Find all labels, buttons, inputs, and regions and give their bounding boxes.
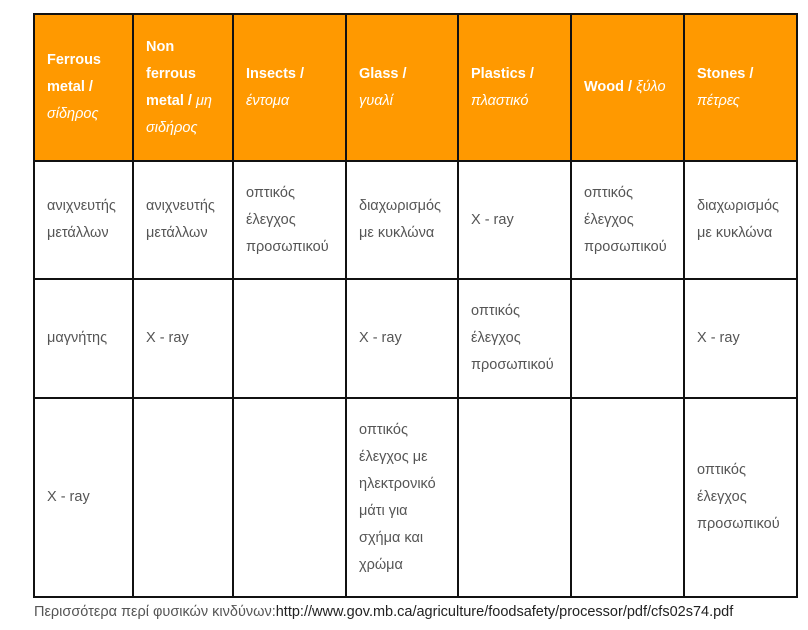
- table-cell: X - ray: [346, 279, 458, 398]
- table-cell: ανιχνευτής μετάλλων: [133, 161, 233, 279]
- hazard-detection-table: [33, 13, 798, 598]
- table-cell: οπτικός έλεγχος με ηλεκτρονικό μάτι για σχήμα και χρώμα: [346, 398, 458, 597]
- footer-note: [34, 604, 733, 620]
- table-cell: οπτικός έλεγχος προσωπικού: [233, 161, 346, 279]
- table-cell: μαγνήτης: [34, 279, 133, 398]
- table-cell: διαχωρισμός με κυκλώνα: [346, 161, 458, 279]
- table-cell: X - ray: [458, 161, 571, 279]
- table-cell: [233, 279, 346, 398]
- table-cell: διαχωρισμός με κυκλώνα: [684, 161, 797, 279]
- table-cell: [458, 398, 571, 597]
- table-row: [34, 398, 797, 597]
- table-cell: [571, 279, 684, 398]
- header-ferrous-metal: Ferrous metal / σίδηρος: [34, 14, 133, 161]
- table-cell: [571, 398, 684, 597]
- header-wood: Wood / ξύλο: [571, 14, 684, 161]
- header-plastics: Plastics / πλαστικό: [458, 14, 571, 161]
- header-non-ferrous-metal: Non ferrous metal / μη σιδήρος: [133, 14, 233, 161]
- table-cell: οπτικός έλεγχος προσωπικού: [571, 161, 684, 279]
- table-cell: οπτικός έλεγχος προσωπικού: [458, 279, 571, 398]
- table-row: [34, 161, 797, 279]
- table-cell: X - ray: [133, 279, 233, 398]
- table-cell: οπτικός έλεγχος προσωπικού: [684, 398, 797, 597]
- header-glass: Glass / γυαλί: [346, 14, 458, 161]
- header-insects: Insects / έντομα: [233, 14, 346, 161]
- table-header-row: [34, 14, 797, 161]
- table-cell: [233, 398, 346, 597]
- footer-source-link[interactable]: http://www.gov.mb.ca/agriculture/foodsafety/processor/pdf/cfs02s74.pdf: [275, 604, 734, 620]
- table-cell: X - ray: [684, 279, 797, 398]
- footer-label: Περισσότερα περί φυσικών κινδύνων:: [34, 604, 276, 620]
- header-stones: Stones / πέτρες: [684, 14, 797, 161]
- table-row: [34, 279, 797, 398]
- table-cell: [133, 398, 233, 597]
- table-cell: ανιχνευτής μετάλλων: [34, 161, 133, 279]
- table-cell: X - ray: [34, 398, 133, 597]
